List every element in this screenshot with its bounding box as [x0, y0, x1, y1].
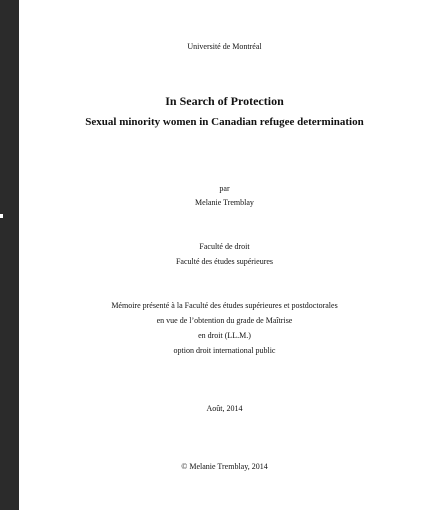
submission-line-2: en vue de l’obtention du grade de Maîtrise	[156, 316, 293, 325]
submission-date: Août, 2014	[206, 404, 243, 413]
school-name: Faculté des études supérieures	[175, 257, 274, 266]
author-name: Melanie Tremblay	[195, 198, 254, 207]
thesis-title: In Search of Protection	[165, 94, 284, 108]
submission-line-3: en droit (LL.M.)	[198, 331, 251, 340]
faculty-name: Faculté de droit	[199, 242, 250, 251]
viewer-sidebar-edge	[0, 0, 19, 510]
submission-line-1: Mémoire présenté à la Faculté des études supérieures et postdoctorales	[111, 301, 338, 310]
by-label: par	[219, 184, 230, 193]
submission-line-4: option droit international public	[173, 346, 276, 355]
sidebar-marker	[0, 214, 3, 218]
copyright-notice: © Melanie Tremblay, 2014	[181, 462, 268, 471]
thesis-subtitle: Sexual minority women in Canadian refugee determination	[85, 116, 364, 128]
document-page	[19, 0, 430, 510]
university-name: Université de Montréal	[187, 42, 262, 51]
